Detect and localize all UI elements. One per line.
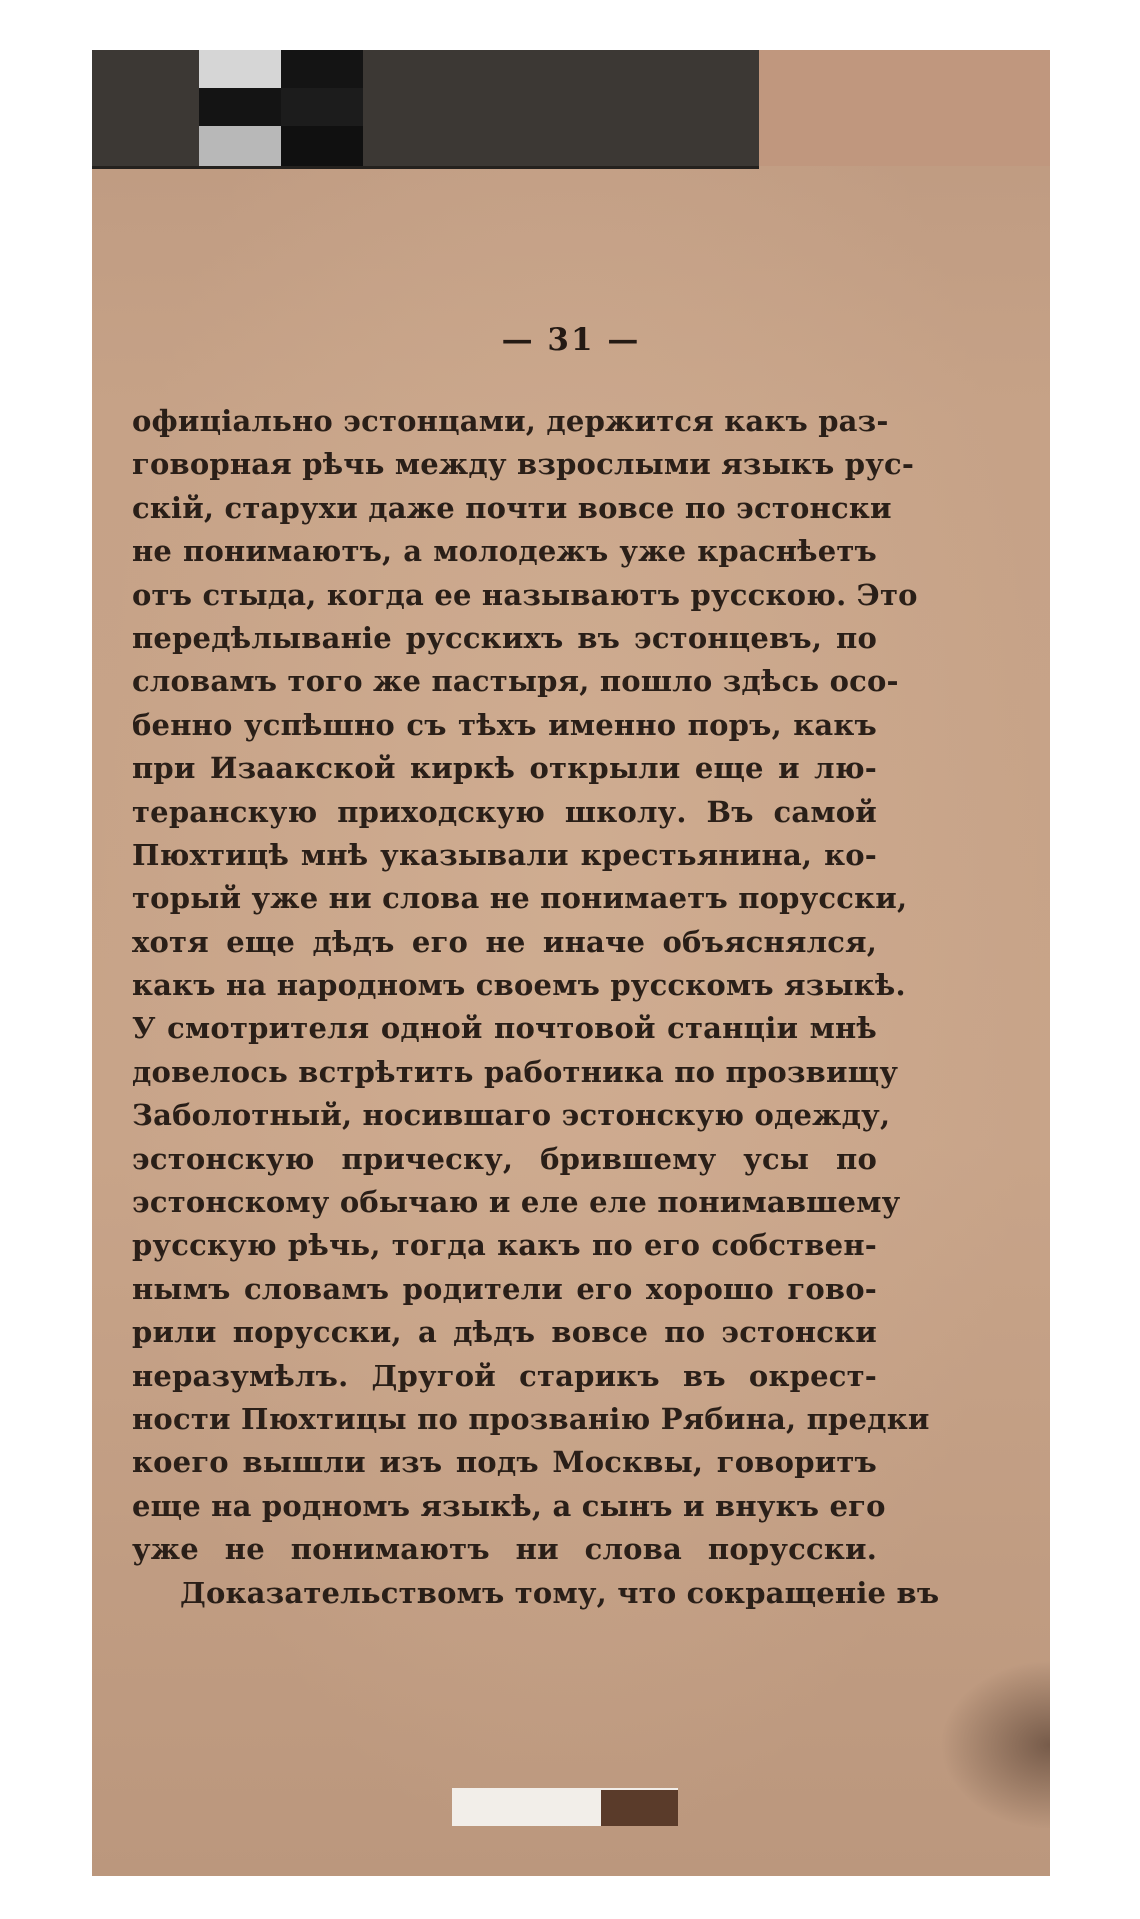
text-line: скій, старухи даже почти вовсе по эстонски: [132, 490, 892, 525]
text-line: эстонскому обычаю и еле еле понимавшему: [132, 1185, 901, 1220]
text-line: коего вышли изъ подъ Москвы, говоритъ: [132, 1445, 877, 1480]
text-line: офиціально эстонцами, держится какъ раз-: [132, 404, 889, 438]
text-line: нымъ словамъ родители его хорошо гово-: [132, 1271, 877, 1306]
text-line: уже не понимаютъ ни слова порусски.: [132, 1532, 877, 1567]
text-line: ности Пюхтицы по прозванію Рябина, предки: [132, 1401, 930, 1436]
calibration-square: [199, 126, 281, 166]
text-line: говорная рѣчь между взрослыми языкъ рус-: [132, 447, 915, 482]
page-number: — 31 —: [501, 322, 641, 358]
text-line: хотя еще дѣдъ его не иначе объяснялся,: [132, 924, 877, 959]
text-line: еще на родномъ языкѣ, а сынъ и внукъ его: [132, 1488, 886, 1523]
scanned-page: [92, 50, 1050, 1876]
text-line: Доказательствомъ тому, что сокращеніе въ: [180, 1575, 940, 1610]
text-line: рили порусски, а дѣдъ вовсе по эстонски: [132, 1315, 877, 1350]
text-line: У смотрителя одной почтовой станціи мнѣ: [132, 1011, 877, 1046]
text-line: Заболотный, носившаго эстонскую одежду,: [132, 1098, 891, 1133]
text-line: торый уже ни слова не понимаетъ порусски,: [132, 881, 908, 916]
text-line: бенно успѣшно съ тѣхъ именно поръ, какъ: [132, 707, 877, 742]
calibration-square: [199, 50, 281, 88]
calibration-square: [199, 88, 281, 126]
text-line: отъ стыда, когда ее называютъ русскою. Это: [132, 577, 918, 612]
text-line: довелось встрѣтить работника по прозвищу: [132, 1054, 899, 1089]
text-line: при Изаакской киркѣ открыли еще и лю-: [132, 751, 877, 786]
page-fold-shadow: [940, 1660, 1050, 1830]
calibration-square: [281, 88, 363, 126]
calibration-square: [281, 126, 363, 166]
text-line: не понимаютъ, а молодежъ уже краснѣетъ: [132, 534, 877, 569]
calibration-square: [281, 50, 363, 88]
text-line: неразумѣлъ. Другой старикъ въ окрест-: [132, 1358, 877, 1393]
text-line: русскую рѣчь, тогда какъ по его собствен-: [132, 1228, 877, 1263]
text-line: теранскую приходскую школу. Въ самой: [132, 794, 877, 829]
text-line: словамъ того же пастыря, пошло здѣсь осо-: [132, 664, 899, 699]
color-calibration-bar: [92, 50, 759, 169]
page-top-margin: [759, 50, 1050, 166]
body-text: [132, 400, 940, 1615]
text-line: эстонскую прическу, брившему усы по: [132, 1141, 877, 1176]
text-line: какъ на народномъ своемъ русскомъ языкѣ.: [132, 968, 906, 1003]
text-line: передѣлываніе русскихъ въ эстонцевъ, по: [132, 620, 877, 655]
text-line: Пюхтицѣ мнѣ указывали крестьянина, ко-: [132, 837, 877, 872]
bottom-dark-tab: [601, 1790, 678, 1826]
